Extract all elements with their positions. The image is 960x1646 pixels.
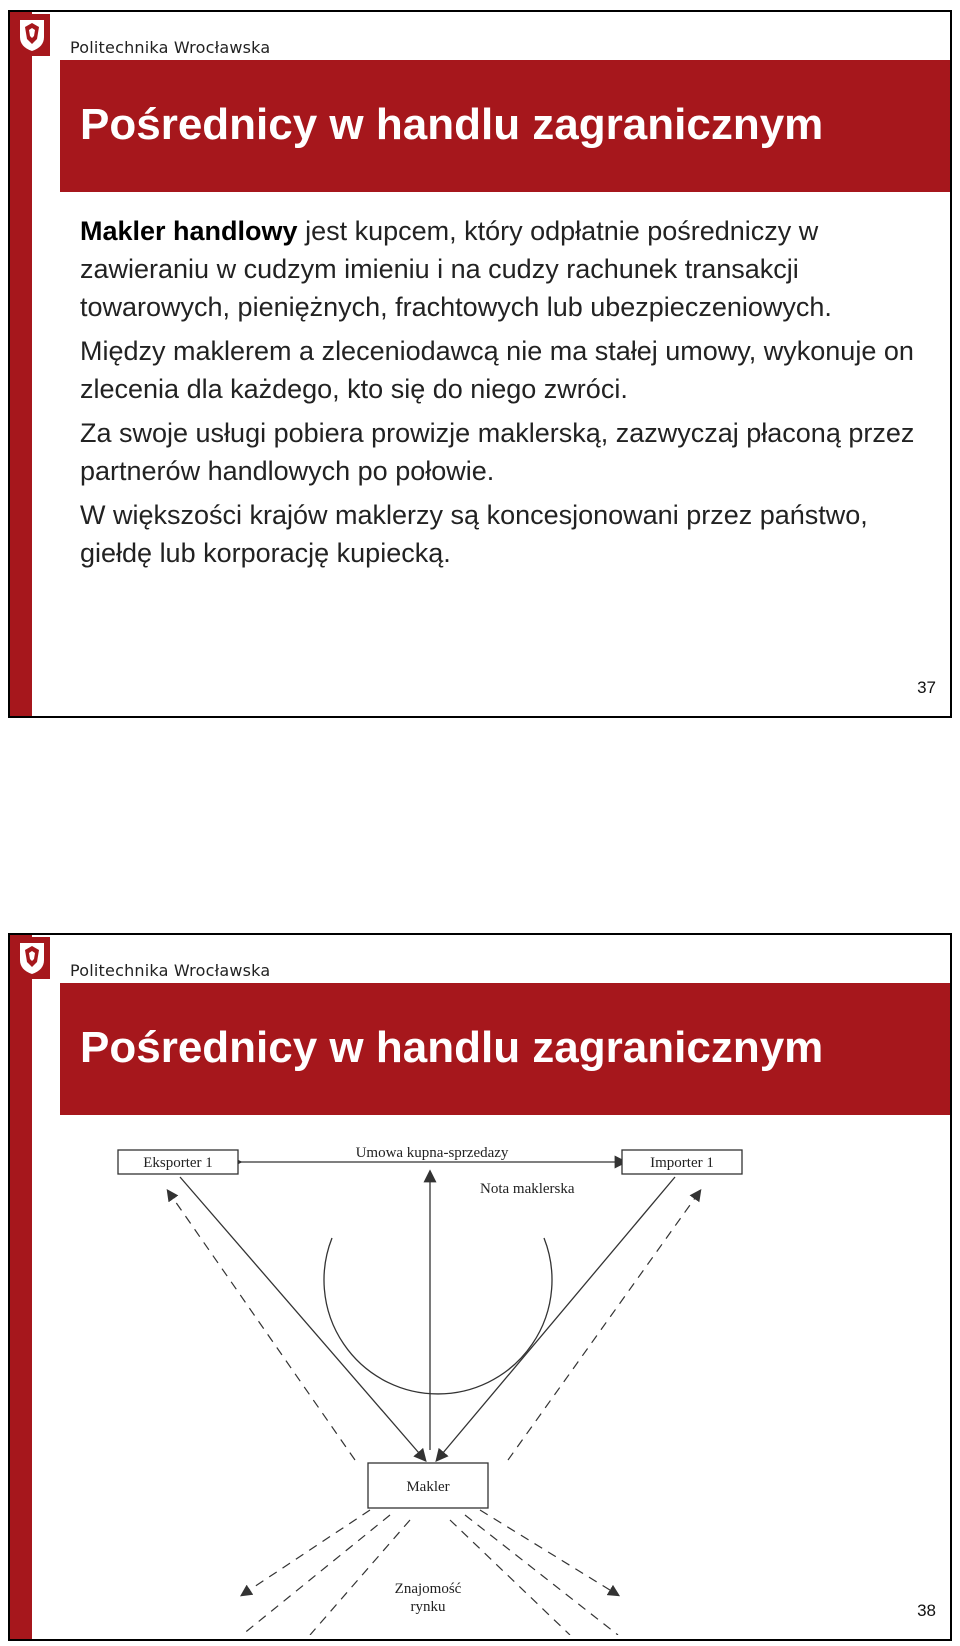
broker-to-importer2-dashed (480, 1510, 618, 1595)
importer-1-label: Importer 1 (650, 1155, 714, 1171)
broker-to-exporter-dashed (168, 1191, 355, 1460)
note-label: Nota maklerska (480, 1181, 575, 1197)
slide-title: Pośrednicy w handlu zagranicznym (80, 1023, 824, 1072)
university-crest-icon (14, 14, 50, 56)
broker-label: Makler (406, 1479, 450, 1495)
university-name: Politechnika Wrocławska (70, 38, 271, 57)
page-number: 38 (917, 1601, 936, 1620)
slide-37 (8, 10, 952, 718)
exporter-1-label: Eksporter 1 (143, 1155, 213, 1171)
paragraph (80, 414, 930, 490)
market-knowledge-label: Znajomość (394, 1581, 462, 1597)
slide-title: Pośrednicy w handlu zagranicznym (80, 100, 824, 149)
importer-1-box (622, 1150, 742, 1174)
paragraph (80, 496, 930, 572)
university-crest-icon (14, 937, 50, 979)
broker-to-exporter2-dashed (242, 1510, 370, 1595)
exporter-1-box (118, 1150, 238, 1174)
page-number: 37 (917, 678, 936, 697)
paragraph-text: W większości krajów maklerzy są koncesjonowani przez państwo, giełdę lub korporację kupiecką. (80, 500, 868, 568)
term-bold: Makler handlowy (80, 216, 298, 246)
broker-to-importer4-dashed (450, 1520, 570, 1635)
university-name: Politechnika Wrocławska (70, 961, 271, 980)
paragraph-text: jest kupcem, który odpłatnie pośredniczy w zawieraniu w cudzym imieniu i na cudzy rachunek transakcji towarowych, pieniężnych, frachtowych lub ubezpieczeniowych. (80, 216, 832, 322)
paragraph (80, 212, 930, 326)
broker-to-exporter3-dashed (242, 1515, 390, 1635)
slide-body (80, 212, 930, 578)
broker-market-dashed (310, 1520, 410, 1635)
broker-diagram (10, 1115, 950, 1635)
paragraph (80, 332, 930, 408)
contract-label: Umowa kupna-sprzedazy (355, 1145, 509, 1161)
market-knowledge-arc (324, 1238, 552, 1394)
left-accent-bar (10, 12, 32, 716)
broker-to-importer-dashed (508, 1191, 700, 1460)
importer-to-broker-arrow (437, 1177, 675, 1460)
slide-38 (8, 933, 952, 1641)
broker-box (368, 1463, 488, 1508)
market-knowledge-label: rynku (410, 1599, 446, 1615)
paragraph-text: Między maklerem a zleceniodawcą nie ma stałej umowy, wykonuje on zlecenia dla każdego, kto się do niego zwróci. (80, 336, 914, 404)
broker-to-importer3-dashed (465, 1515, 618, 1635)
exporter-to-broker-arrow (180, 1177, 425, 1460)
paragraph-text: Za swoje usługi pobiera prowizje maklerską, zazwyczaj płaconą przez partnerów handlowych po połowie. (80, 418, 915, 486)
